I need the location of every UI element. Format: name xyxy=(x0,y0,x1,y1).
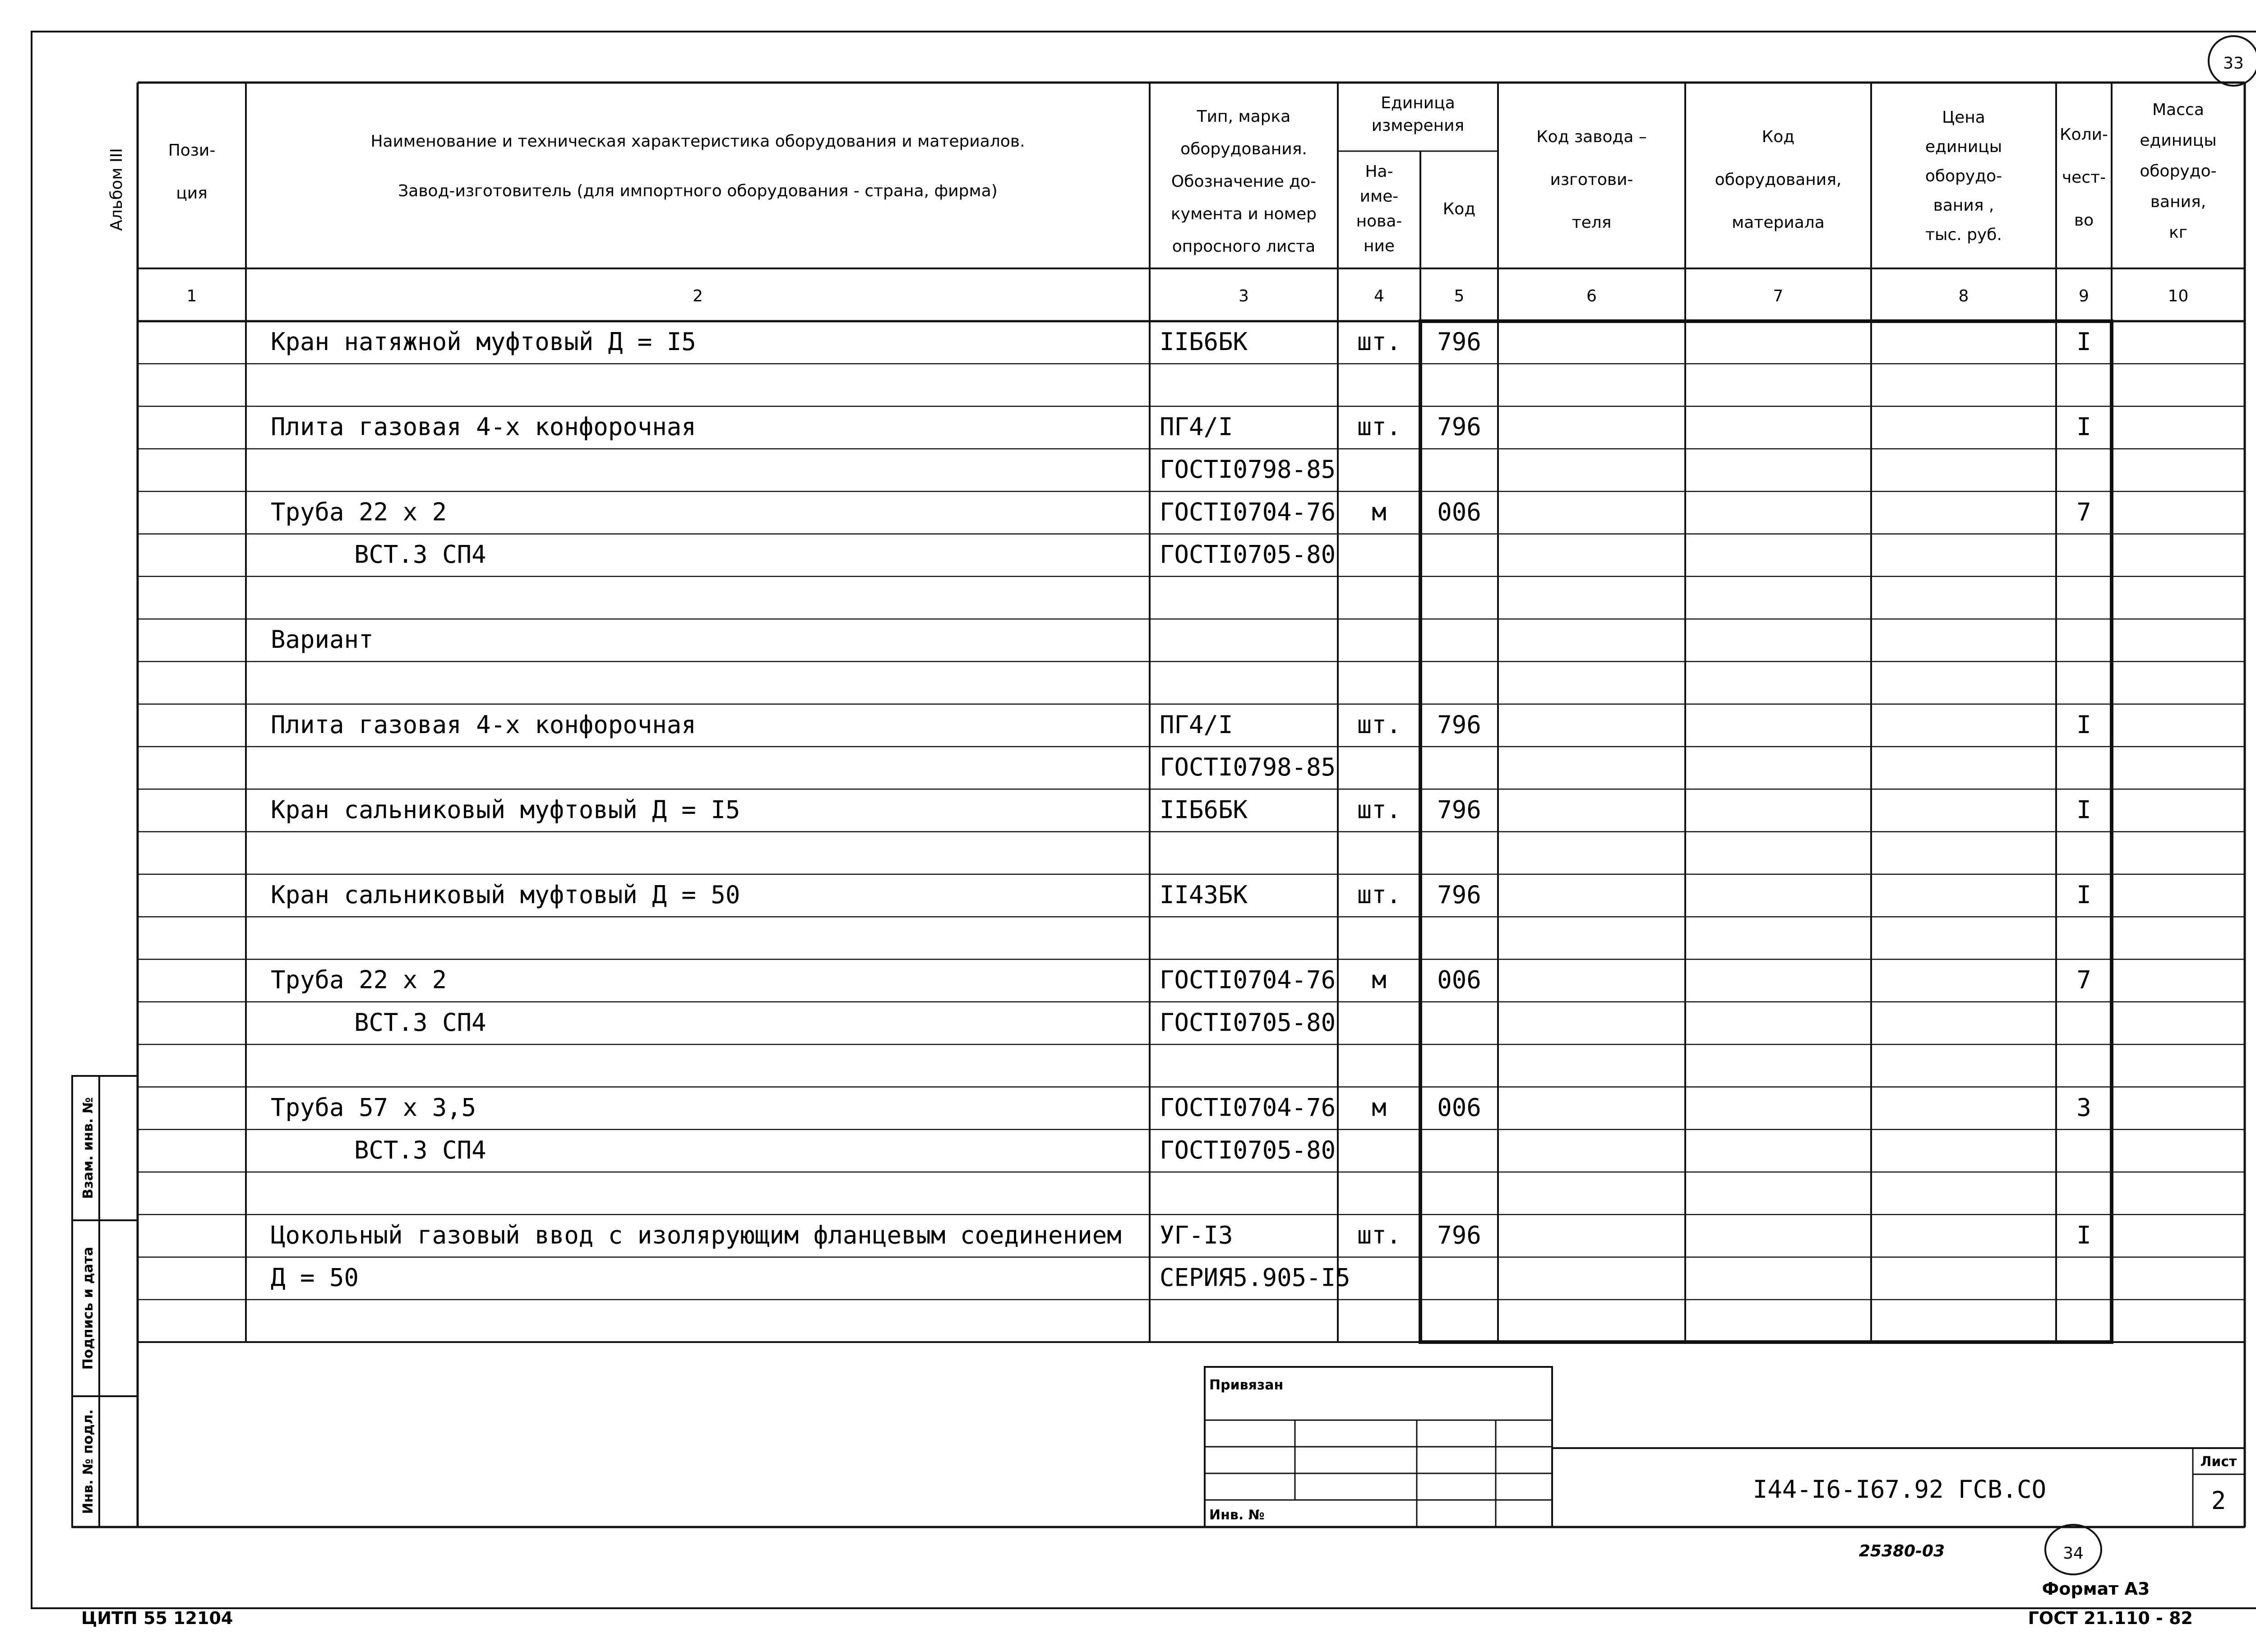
table-row xyxy=(271,795,2091,824)
item-name: Цокольный газовый ввод с изолярующим фланцевым соединением xyxy=(271,1221,1122,1250)
item-unit: шт. xyxy=(1357,328,1401,356)
item-unit: шт. xyxy=(1357,881,1401,909)
item-quantity: I xyxy=(2076,328,2091,356)
header-unit-name: нова- xyxy=(1356,212,1402,231)
item-name: Труба 57 х 3,5 xyxy=(271,1093,476,1122)
format-label: Формат А3 xyxy=(2042,1579,2150,1599)
margin-label-inv: Инв. № подл. xyxy=(80,1409,96,1514)
column-number: 1 xyxy=(186,287,197,305)
column-number: 2 xyxy=(693,287,703,305)
item-quantity: I xyxy=(2076,795,2091,824)
header-price: оборудо- xyxy=(1925,167,2002,185)
header-unit-group: Единица xyxy=(1381,94,1455,112)
header-unit-name: име- xyxy=(1359,187,1399,206)
item-name: ВСТ.3 СП4 xyxy=(354,540,486,569)
header-equipment-code: оборудования, xyxy=(1715,171,1842,189)
item-type: СЕРИЯ5.905-I5 xyxy=(1160,1263,1350,1292)
header-mass: кг xyxy=(2169,223,2187,242)
item-unit: м xyxy=(1372,498,1387,526)
table-row xyxy=(271,328,2091,356)
item-unit: шт. xyxy=(1357,412,1401,441)
item-type: ГОСТI0704-76 xyxy=(1160,965,1336,994)
item-name: Вариант xyxy=(271,625,374,654)
table-row xyxy=(271,711,2091,739)
header-unit-code: Код xyxy=(1442,200,1476,218)
header-type: Тип, марка xyxy=(1197,107,1291,126)
item-unit-code: 006 xyxy=(1437,965,1481,994)
item-unit-code: 796 xyxy=(1437,328,1481,356)
item-unit-code: 006 xyxy=(1437,1093,1481,1122)
margin-label-vzam: Взам. инв. № xyxy=(80,1097,96,1199)
table-row xyxy=(271,1264,1350,1292)
item-type: II43БК xyxy=(1160,881,1248,909)
table-row xyxy=(271,413,2091,441)
item-type: ПГ4/I xyxy=(1160,412,1233,441)
item-type: ГОСТI0705-80 xyxy=(1160,540,1336,569)
header-mass: вания, xyxy=(2150,193,2206,211)
header-price: тыс. руб. xyxy=(1925,226,2002,244)
org-code: ЦИТП 55 12104 xyxy=(81,1608,233,1628)
header-type: кумента и номер xyxy=(1171,205,1317,223)
gost-label: ГОСТ 21.110 - 82 xyxy=(2028,1608,2193,1628)
header-type: Обозначение до- xyxy=(1171,172,1317,191)
item-quantity: 3 xyxy=(2076,1093,2091,1122)
item-type: ГОСТI0705-80 xyxy=(1160,1008,1336,1037)
table-row xyxy=(271,881,2091,909)
column-number: 9 xyxy=(2079,287,2089,305)
table-header xyxy=(168,94,2217,305)
item-unit-code: 796 xyxy=(1437,1221,1481,1250)
item-name: Плита газовая 4-х конфорочная xyxy=(271,710,696,739)
column-number: 3 xyxy=(1239,287,1249,305)
item-quantity: I xyxy=(2076,881,2091,909)
corner-number: 33 xyxy=(2223,54,2244,73)
header-mass: оборудо- xyxy=(2140,162,2217,180)
privyazan-label: Привязан xyxy=(1209,1377,1284,1393)
inv-no-label: Инв. № xyxy=(1209,1507,1265,1523)
item-name: Кран сальниковый муфтовый Д = 50 xyxy=(271,881,740,909)
table-row xyxy=(1160,753,1336,781)
item-type: IIБ6БК xyxy=(1160,795,1248,824)
header-type: оборудования. xyxy=(1180,140,1307,158)
header-name: Завод-изготовитель (для импортного оборудования - страна, фирма) xyxy=(398,182,998,200)
item-type: ПГ4/I xyxy=(1160,710,1233,739)
item-name: ВСТ.3 СП4 xyxy=(354,1135,486,1164)
item-quantity: I xyxy=(2076,412,2091,441)
table-row xyxy=(1160,455,1336,484)
item-name: ВСТ.3 СП4 xyxy=(354,1008,486,1037)
table-row xyxy=(354,1008,1336,1037)
stamp-code: 25380-03 xyxy=(1858,1542,1945,1560)
item-name: Д = 50 xyxy=(271,1263,359,1292)
item-type: IIБ6БК xyxy=(1160,328,1248,356)
item-name: Кран натяжной муфтовый Д = I5 xyxy=(271,328,696,356)
item-quantity: I xyxy=(2076,710,2091,739)
margin-label-podpis: Подпись и дата xyxy=(80,1246,96,1370)
item-type: ГОСТI0798-85 xyxy=(1160,753,1336,782)
header-equipment-code: материала xyxy=(1732,213,1825,232)
table-row xyxy=(354,1136,1336,1164)
item-unit-code: 796 xyxy=(1437,710,1481,739)
item-type: ГОСТI0704-76 xyxy=(1160,498,1336,526)
column-number: 10 xyxy=(2168,287,2189,305)
header-unit-name: ние xyxy=(1363,237,1395,255)
item-unit: м xyxy=(1372,965,1387,994)
sheet-number: 2 xyxy=(2211,1486,2226,1515)
table-row xyxy=(271,498,2091,526)
item-type: УГ-I3 xyxy=(1160,1221,1233,1250)
album-label: Альбом III xyxy=(107,148,126,231)
header-position: Пози- xyxy=(168,141,216,160)
item-name: Кран сальниковый муфтовый Д = I5 xyxy=(271,795,740,824)
header-factory-code: изготови- xyxy=(1550,171,1633,189)
header-price: единицы xyxy=(1925,138,2002,156)
column-number: 8 xyxy=(1958,287,1969,305)
header-quantity: во xyxy=(2074,211,2094,230)
item-unit-code: 796 xyxy=(1437,881,1481,909)
header-name: Наименование и техническая характеристика оборудования и материалов. xyxy=(370,132,1025,151)
header-unit-group: измерения xyxy=(1371,116,1465,135)
item-type: ГОСТI0798-85 xyxy=(1160,455,1336,484)
item-unit: м xyxy=(1372,1093,1387,1122)
sheet-label: Лист xyxy=(2200,1454,2237,1470)
column-number: 7 xyxy=(1773,287,1784,305)
header-factory-code: теля xyxy=(1572,213,1612,232)
item-type: ГОСТI0704-76 xyxy=(1160,1093,1336,1122)
item-unit: шт. xyxy=(1357,710,1401,739)
document-code: I44-I6-I67.92 ГСВ.СО xyxy=(1752,1475,2047,1504)
item-unit-code: 006 xyxy=(1437,498,1481,526)
header-factory-code: Код завода – xyxy=(1536,128,1647,146)
column-number: 5 xyxy=(1454,287,1465,305)
item-unit-code: 796 xyxy=(1437,412,1481,441)
table-row xyxy=(354,540,1336,569)
header-mass: Масса xyxy=(2152,101,2204,119)
table-row xyxy=(271,625,374,654)
header-price: Цена xyxy=(1942,108,1985,127)
table-row xyxy=(271,966,2091,994)
table-row xyxy=(271,1221,2091,1249)
item-name: Труба 22 х 2 xyxy=(271,498,447,526)
item-unit: шт. xyxy=(1357,795,1401,824)
item-name: Труба 22 х 2 xyxy=(271,965,447,994)
table-row xyxy=(271,1094,2091,1122)
item-quantity: I xyxy=(2076,1221,2091,1250)
table-body xyxy=(271,328,2091,1292)
header-position: ция xyxy=(176,184,208,203)
column-number: 6 xyxy=(1586,287,1597,305)
item-quantity: 7 xyxy=(2076,965,2091,994)
item-unit: шт. xyxy=(1357,1221,1401,1250)
header-equipment-code: Код xyxy=(1761,128,1795,146)
header-quantity: чест- xyxy=(2062,168,2106,187)
bottom-number: 34 xyxy=(2063,1544,2084,1563)
header-unit-name: На- xyxy=(1365,162,1393,181)
header-type: опросного листа xyxy=(1172,237,1316,256)
column-number: 4 xyxy=(1374,287,1384,305)
item-unit-code: 796 xyxy=(1437,795,1481,824)
item-name: Плита газовая 4-х конфорочная xyxy=(271,412,696,441)
header-mass: единицы xyxy=(2140,131,2217,150)
header-price: вания , xyxy=(1933,196,1994,215)
header-quantity: Коли- xyxy=(2060,125,2108,144)
item-type: ГОСТI0705-80 xyxy=(1160,1135,1336,1164)
item-quantity: 7 xyxy=(2076,498,2091,526)
